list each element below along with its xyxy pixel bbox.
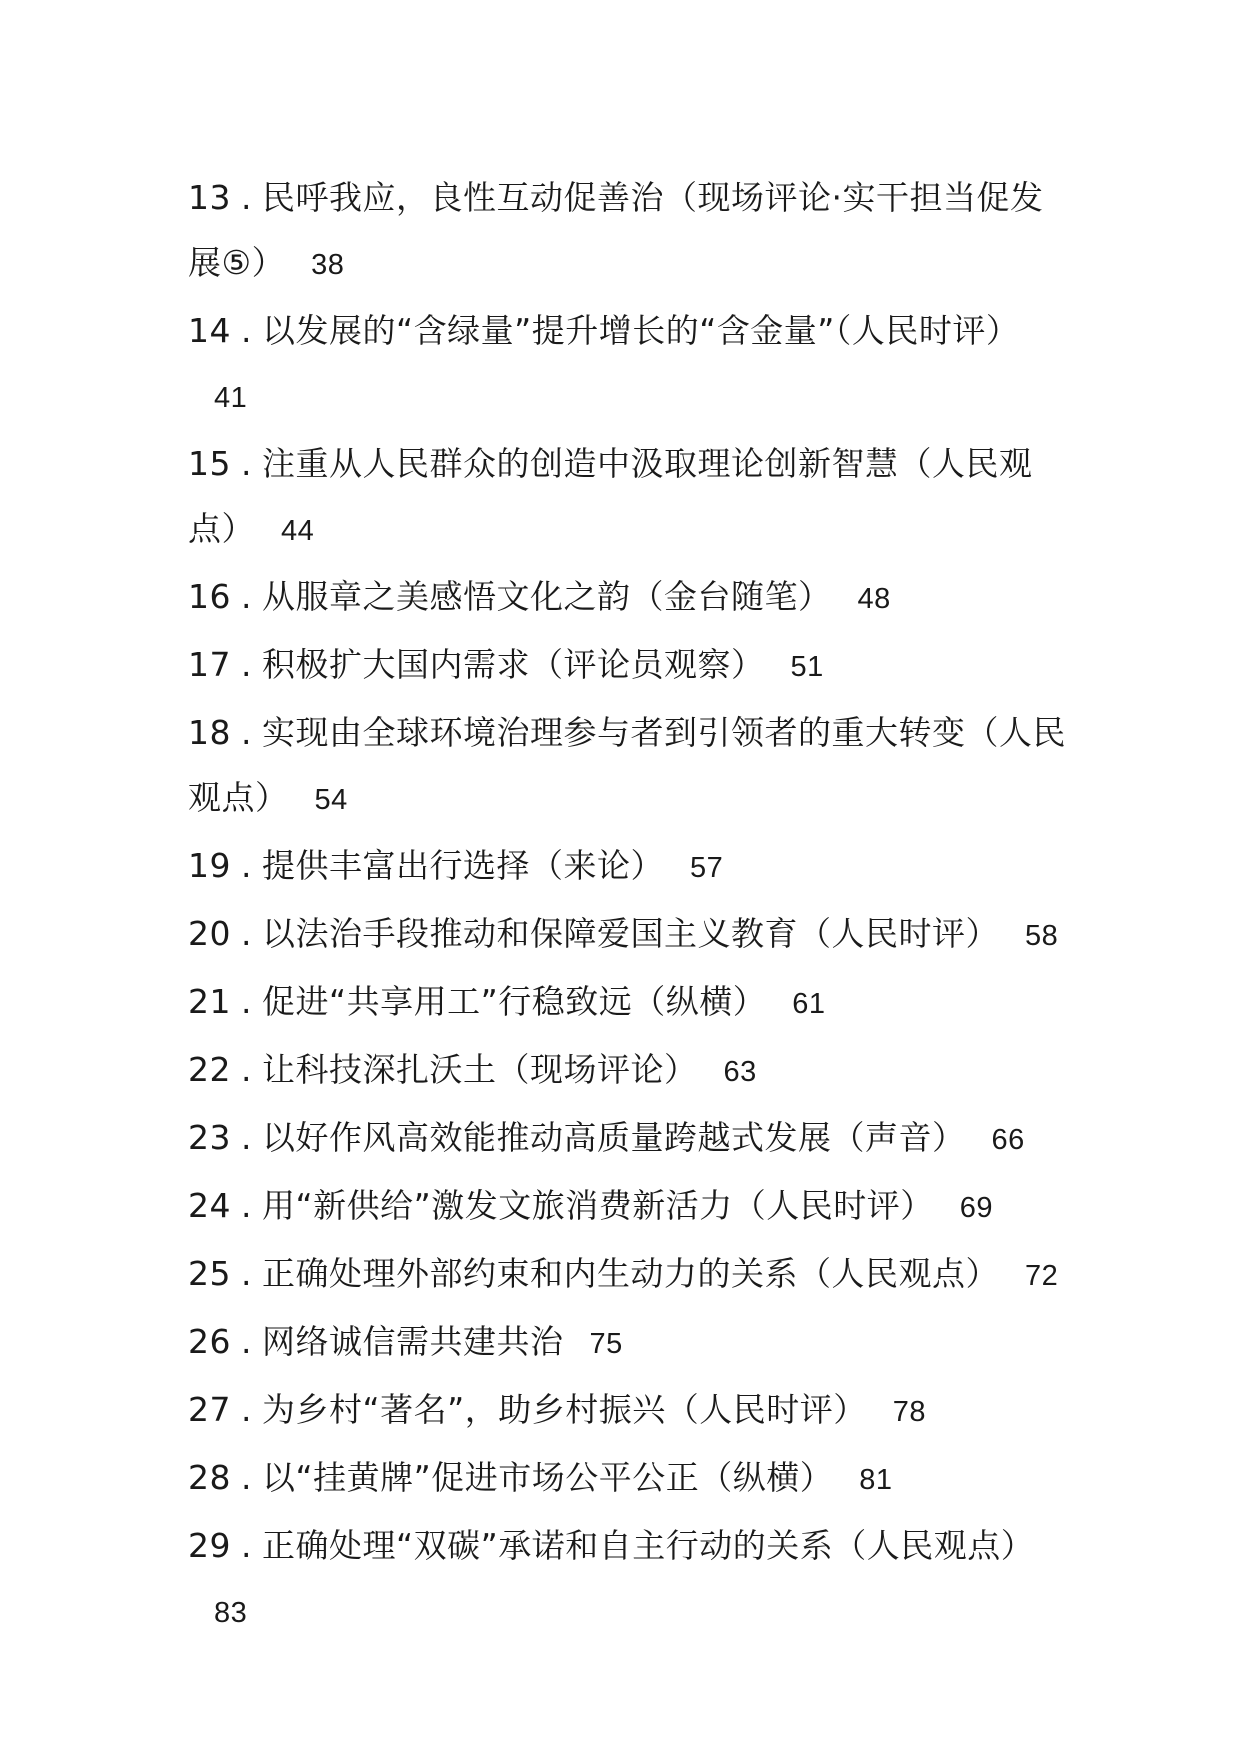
toc-entry[interactable] (188, 1105, 1068, 1173)
toc-entry-separator: . (241, 1050, 252, 1089)
toc-entry-page: 83 (214, 1597, 248, 1629)
toc-entry-page: 48 (857, 583, 891, 615)
toc-entry[interactable] (188, 700, 1068, 833)
toc-entry-title: 让科技深扎沃土（现场评论） (262, 1050, 698, 1089)
toc-entry-title: 以好作风高效能推动高质量跨越式发展（声音） (262, 1118, 966, 1157)
toc-entry-separator: . (241, 982, 252, 1021)
toc-entry-title: 民呼我应，良性互动促善治（现场评论·实干担当促发展⑤） (188, 178, 1044, 282)
toc-entry[interactable] (188, 1241, 1068, 1309)
toc-entry-separator: . (241, 1118, 252, 1157)
toc-entry[interactable] (188, 1173, 1068, 1241)
toc-entry-separator: . (241, 1458, 252, 1497)
toc-entry-number: 20 (188, 914, 231, 953)
toc-entry-page: 61 (792, 988, 826, 1020)
toc-entry-title: 以“挂黄牌”促进市场公平公正（纵横） (262, 1458, 834, 1497)
toc-entry[interactable] (188, 1377, 1068, 1445)
toc-entry-page: 66 (991, 1124, 1025, 1156)
toc-entry-page: 69 (959, 1192, 993, 1224)
toc-entry-number: 13 (188, 178, 231, 217)
toc-entry-number: 15 (188, 444, 231, 483)
toc-entry-number: 29 (188, 1526, 231, 1565)
toc-entry-number: 24 (188, 1186, 231, 1225)
toc-entry-number: 23 (188, 1118, 231, 1157)
toc-entry-title: 用“新供给”激发文旅消费新活力（人民时评） (262, 1186, 934, 1225)
toc-entry[interactable] (188, 833, 1068, 901)
toc-entry-separator: . (241, 713, 252, 752)
toc-entry-number: 17 (188, 645, 231, 684)
toc-entry-separator: . (241, 178, 252, 217)
toc-entry-title: 以发展的“含绿量”提升增长的“含金量”（人民时评） (262, 311, 1020, 350)
toc-entry-separator: . (241, 846, 252, 885)
toc-entry-title: 实现由全球环境治理参与者到引领者的重大转变（人民观点） (188, 713, 1066, 817)
toc-entry-title: 提供丰富出行选择（来论） (262, 846, 664, 885)
toc-entry-number: 21 (188, 982, 231, 1021)
toc-entry-separator: . (241, 1526, 252, 1565)
toc-entry-title: 积极扩大国内需求（评论员观察） (262, 645, 765, 684)
toc-entry-title: 为乡村“著名”，助乡村振兴（人民时评） (262, 1390, 867, 1429)
toc-entry[interactable] (188, 298, 1068, 431)
toc-entry-page: 81 (859, 1464, 893, 1496)
toc-entry-page: 78 (892, 1396, 926, 1428)
toc-entry-separator: . (241, 645, 252, 684)
toc-entry-number: 22 (188, 1050, 231, 1089)
toc-entry-separator: . (241, 577, 252, 616)
toc-entry-page: 58 (1025, 920, 1059, 952)
toc-entry-number: 27 (188, 1390, 231, 1429)
toc-entry-number: 19 (188, 846, 231, 885)
toc-entry-number: 18 (188, 713, 231, 752)
toc-entry-page: 54 (314, 784, 348, 816)
toc-entry[interactable] (188, 165, 1068, 298)
table-of-contents (188, 165, 1068, 1646)
toc-entry-page: 44 (281, 515, 315, 547)
toc-entry[interactable] (188, 969, 1068, 1037)
toc-entry-page: 72 (1025, 1260, 1059, 1292)
toc-entry[interactable] (188, 632, 1068, 700)
toc-entry-separator: . (241, 1186, 252, 1225)
toc-entry-title: 从服章之美感悟文化之韵（金台随笔） (262, 577, 832, 616)
toc-entry-title: 以法治手段推动和保障爱国主义教育（人民时评） (262, 914, 999, 953)
toc-entry[interactable] (188, 1037, 1068, 1105)
toc-entry[interactable] (188, 564, 1068, 632)
toc-entry-separator: . (241, 1254, 252, 1293)
toc-entry[interactable] (188, 1513, 1068, 1646)
toc-entry-number: 25 (188, 1254, 231, 1293)
toc-entry-title: 注重从人民群众的创造中汲取理论创新智慧（人民观点） (188, 444, 1033, 548)
toc-entry-number: 26 (188, 1322, 231, 1361)
toc-entry-title: 正确处理“双碳”承诺和自主行动的关系（人民观点） (262, 1526, 1035, 1565)
toc-entry-separator: . (241, 444, 252, 483)
toc-entry-separator: . (241, 914, 252, 953)
toc-entry-page: 38 (311, 249, 345, 281)
toc-entry-page: 63 (723, 1056, 757, 1088)
toc-entry[interactable] (188, 431, 1068, 564)
toc-entry[interactable] (188, 1445, 1068, 1513)
toc-entry-number: 16 (188, 577, 231, 616)
toc-entry-title: 促进“共享用工”行稳致远（纵横） (262, 982, 767, 1021)
toc-entry-page: 75 (589, 1328, 623, 1360)
toc-entry-separator: . (241, 1322, 252, 1361)
toc-entry[interactable] (188, 1309, 1068, 1377)
toc-entry-page: 41 (214, 382, 248, 414)
toc-entry-separator: . (241, 1390, 252, 1429)
toc-entry-title: 正确处理外部约束和内生动力的关系（人民观点） (262, 1254, 999, 1293)
toc-entry[interactable] (188, 901, 1068, 969)
toc-entry-separator: . (241, 311, 252, 350)
toc-entry-number: 28 (188, 1458, 231, 1497)
toc-entry-number: 14 (188, 311, 231, 350)
toc-entry-title: 网络诚信需共建共治 (262, 1322, 564, 1361)
toc-entry-page: 57 (690, 852, 724, 884)
toc-entry-page: 51 (790, 651, 824, 683)
